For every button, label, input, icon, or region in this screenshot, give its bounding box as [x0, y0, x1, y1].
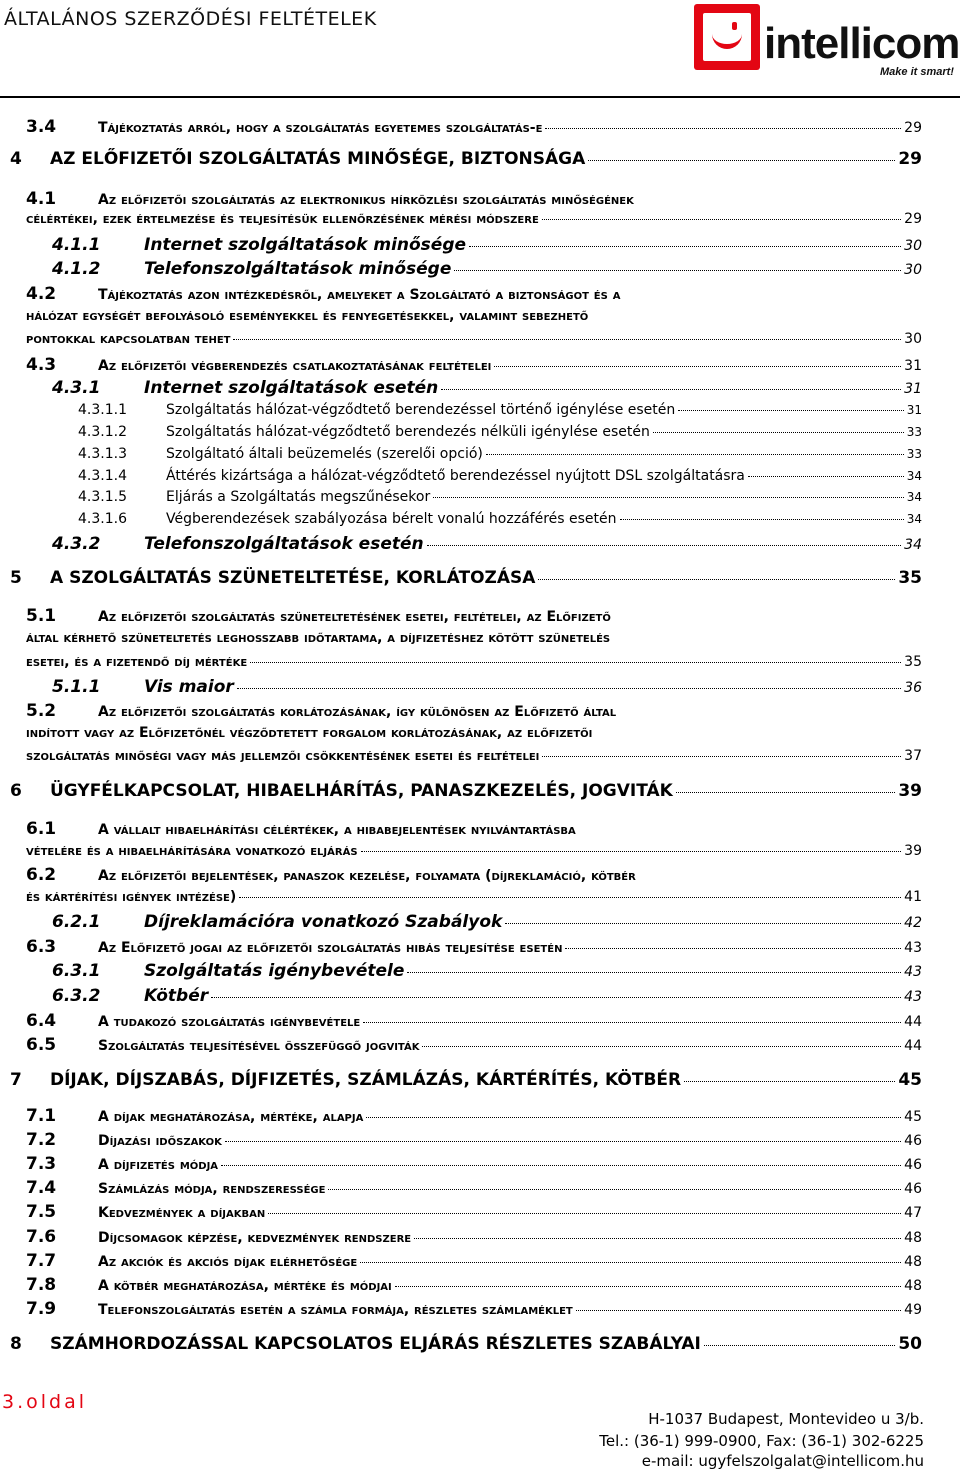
- header-divider: [0, 96, 960, 98]
- footer-phone: Tel.: (36-1) 999-0900, Fax: (36-1) 302-6225: [599, 1432, 924, 1450]
- toc-entry-7-3[interactable]: 7.3 A díjfizetés módja 46: [26, 1154, 922, 1174]
- toc-entry-6-2-line2[interactable]: és kártérítési igények intézése) 41: [26, 889, 922, 905]
- toc-entry-5-2-line1[interactable]: 5.2 Az előfizetői szolgáltatás korlátozásának, így különösen az Előfizető által: [26, 701, 617, 721]
- toc-entry-4-1-1[interactable]: 4.1.1 Internet szolgáltatások minősége 30: [52, 235, 922, 255]
- toc-entry-4-1-2[interactable]: 4.1.2 Telefonszolgáltatások minősége 30: [52, 259, 922, 279]
- toc-entry-4-1-line1[interactable]: 4.1 Az előfizetői szolgáltatás az elektronikus hírközlési szolgáltatás minőségének: [26, 189, 634, 209]
- toc-entry-6-3-1[interactable]: 6.3.1 Szolgáltatás igénybevétele 43: [52, 961, 922, 981]
- toc-entry-7-2[interactable]: 7.2 Díjazási időszakok 46: [26, 1130, 922, 1150]
- footer-address: H-1037 Budapest, Montevideo u 3/b.: [648, 1410, 924, 1428]
- toc-entry-4-3[interactable]: 4.3 Az előfizetői végberendezés csatlakoztatásának feltételei 31: [26, 355, 922, 375]
- intellicom-logo: [694, 2, 960, 80]
- page-header: [0, 0, 960, 100]
- toc-entry-4-3-2[interactable]: 4.3.2 Telefonszolgáltatások esetén 34: [52, 534, 922, 554]
- toc-entry-8[interactable]: 8 SZÁMHORDOZÁSSAL KAPCSOLATOS ELJÁRÁS RÉSZLETES SZABÁLYAI 50: [10, 1334, 922, 1354]
- toc-entry-7[interactable]: 7 DÍJAK, DÍJSZABÁS, DÍJFIZETÉS, SZÁMLÁZÁS, KÁRTÉRÍTÉS, KÖTBÉR 45: [10, 1070, 922, 1090]
- toc-entry-4[interactable]: 4 AZ ELŐFIZETŐI SZOLGÁLTATÁS MINŐSÉGE, BIZTONSÁGA 29: [10, 149, 922, 169]
- toc-entry-7-9[interactable]: 7.9 Telefonszolgáltatás esetén a számla formája, részletes számlaméklet 49: [26, 1299, 922, 1319]
- toc-entry-3-4[interactable]: 3.4 Tájékoztatás arról, hogy a szolgáltatás egyetemes szolgáltatás-e 29: [26, 117, 922, 137]
- toc-entry-4-2-line2[interactable]: hálózat egységét befolyásoló eseményekkel és fenyegetésekkel, valamint sebezhető: [26, 308, 589, 324]
- toc-entry-4-3-1-6[interactable]: 4.3.1.6 Végberendezések szabályozása bérelt vonalú hozzáférés esetén 34: [78, 511, 922, 527]
- toc-entry-6-1-line1[interactable]: 6.1 A vállalt hibaelhárítási célértékek, a hibabejelentések nyilvántartásba: [26, 819, 576, 839]
- toc-entry-4-3-1-2[interactable]: 4.3.1.2 Szolgáltatás hálózat-végződtető berendezés nélküli igénylése esetén 33: [78, 424, 922, 440]
- logo-slogan: Make it smart!: [880, 66, 954, 78]
- toc-entry-5-1-line1[interactable]: 5.1 Az előfizetői szolgáltatás szüneteltetésének esetei, feltételei, az Előfizető: [26, 606, 611, 626]
- toc-entry-7-8[interactable]: 7.8 A kötbér meghatározása, mértéke és módjai 48: [26, 1275, 922, 1295]
- toc-entry-5[interactable]: 5 A SZOLGÁLTATÁS SZÜNETELTETÉSE, KORLÁTOZÁSA 35: [10, 568, 922, 588]
- toc-entry-5-2-line2[interactable]: indított vagy az Előfizetőnél végződtetett forgalom korlátozásának, az előfizetői: [26, 725, 593, 741]
- toc-entry-7-7[interactable]: 7.7 Az akciók és akciós díjak elérhetősége 48: [26, 1251, 922, 1271]
- toc-entry-4-3-1[interactable]: 4.3.1 Internet szolgáltatások esetén 31: [52, 378, 922, 398]
- logo-text: intellicom: [764, 19, 960, 68]
- page-number: 3.oldal: [2, 1391, 88, 1413]
- toc-entry-4-1-line2[interactable]: célértékei, ezek értelmezése és teljesítésük ellenőrzésének mérési módszere 29: [26, 211, 922, 227]
- toc-entry-7-5[interactable]: 7.5 Kedvezmények a díjakban 47: [26, 1202, 922, 1222]
- toc-entry-6[interactable]: 6 ÜGYFÉLKAPCSOLAT, HIBAELHÁRÍTÁS, PANASZKEZELÉS, JOGVITÁK 39: [10, 781, 922, 801]
- toc-entry-4-3-1-1[interactable]: 4.3.1.1 Szolgáltatás hálózat-végződtető berendezéssel történő igénylése esetén 31: [78, 402, 922, 418]
- document-title: ÁLTALÁNOS SZERZŐDÉSI FELTÉTELEK: [4, 8, 377, 30]
- toc-entry-7-6[interactable]: 7.6 Díjcsomagok képzése, kedvezmények rendszere 48: [26, 1227, 922, 1247]
- toc-entry-6-4[interactable]: 6.4 A tudakozó szolgáltatás igénybevétele 44: [26, 1011, 922, 1031]
- toc-entry-5-1-line3[interactable]: esetei, és a fizetendő díj mértéke 35: [26, 654, 922, 670]
- toc-entry-4-2-line3[interactable]: pontokkal kapcsolatban tehet 30: [26, 331, 922, 347]
- toc-entry-5-1-1[interactable]: 5.1.1 Vis maior 36: [52, 677, 922, 697]
- toc-entry-5-2-line3[interactable]: szolgáltatás minőségi vagy más jellemzői csökkentésének esetei és feltételei 37: [26, 748, 922, 764]
- footer-email: e-mail: ugyfelszolgalat@intellicom.hu: [641, 1452, 924, 1470]
- toc-entry-7-4[interactable]: 7.4 Számlázás módja, rendszeressége 46: [26, 1178, 922, 1198]
- toc-entry-4-3-1-4[interactable]: 4.3.1.4 Áttérés kizártsága a hálózat-végződtető berendezéssel nyújtott DSL szolgáltatásra 34: [78, 468, 922, 484]
- toc-entry-6-5[interactable]: 6.5 Szolgáltatás teljesítésével összefüggő jogviták 44: [26, 1035, 922, 1055]
- toc-entry-4-3-1-5[interactable]: 4.3.1.5 Eljárás a Szolgáltatás megszűnésekor 34: [78, 489, 922, 505]
- toc-entry-4-2-line1[interactable]: 4.2 Tájékoztatás azon intézkedésről, amelyeket a Szolgáltató a biztonságot és a: [26, 284, 621, 304]
- toc-entry-6-1-line2[interactable]: vételére és a hibaelhárítására vonatkozó eljárás 39: [26, 843, 922, 859]
- toc-entry-5-1-line2[interactable]: által kérhető szüneteltetés leghosszabb időtartama, a díjfizetéshez kötött szünetelés: [26, 630, 611, 646]
- toc-entry-4-3-1-3[interactable]: 4.3.1.3 Szolgáltató általi beüzemelés (szerelői opció) 33: [78, 446, 922, 462]
- toc-entry-6-2-line1[interactable]: 6.2 Az előfizetői bejelentések, panaszok kezelése, folyamata (díjreklamáció, kötbér: [26, 865, 636, 885]
- toc-entry-6-2-1[interactable]: 6.2.1 Díjreklamációra vonatkozó Szabályok 42: [52, 912, 922, 932]
- toc-entry-6-3[interactable]: 6.3 Az Előfizető jogai az előfizetői szolgáltatás hibás teljesítése esetén 43: [26, 937, 922, 957]
- logo-mark-icon: [694, 4, 760, 70]
- toc-entry-6-3-2[interactable]: 6.3.2 Kötbér 43: [52, 986, 922, 1006]
- toc-entry-7-1[interactable]: 7.1 A díjak meghatározása, mértéke, alapja 45: [26, 1106, 922, 1126]
